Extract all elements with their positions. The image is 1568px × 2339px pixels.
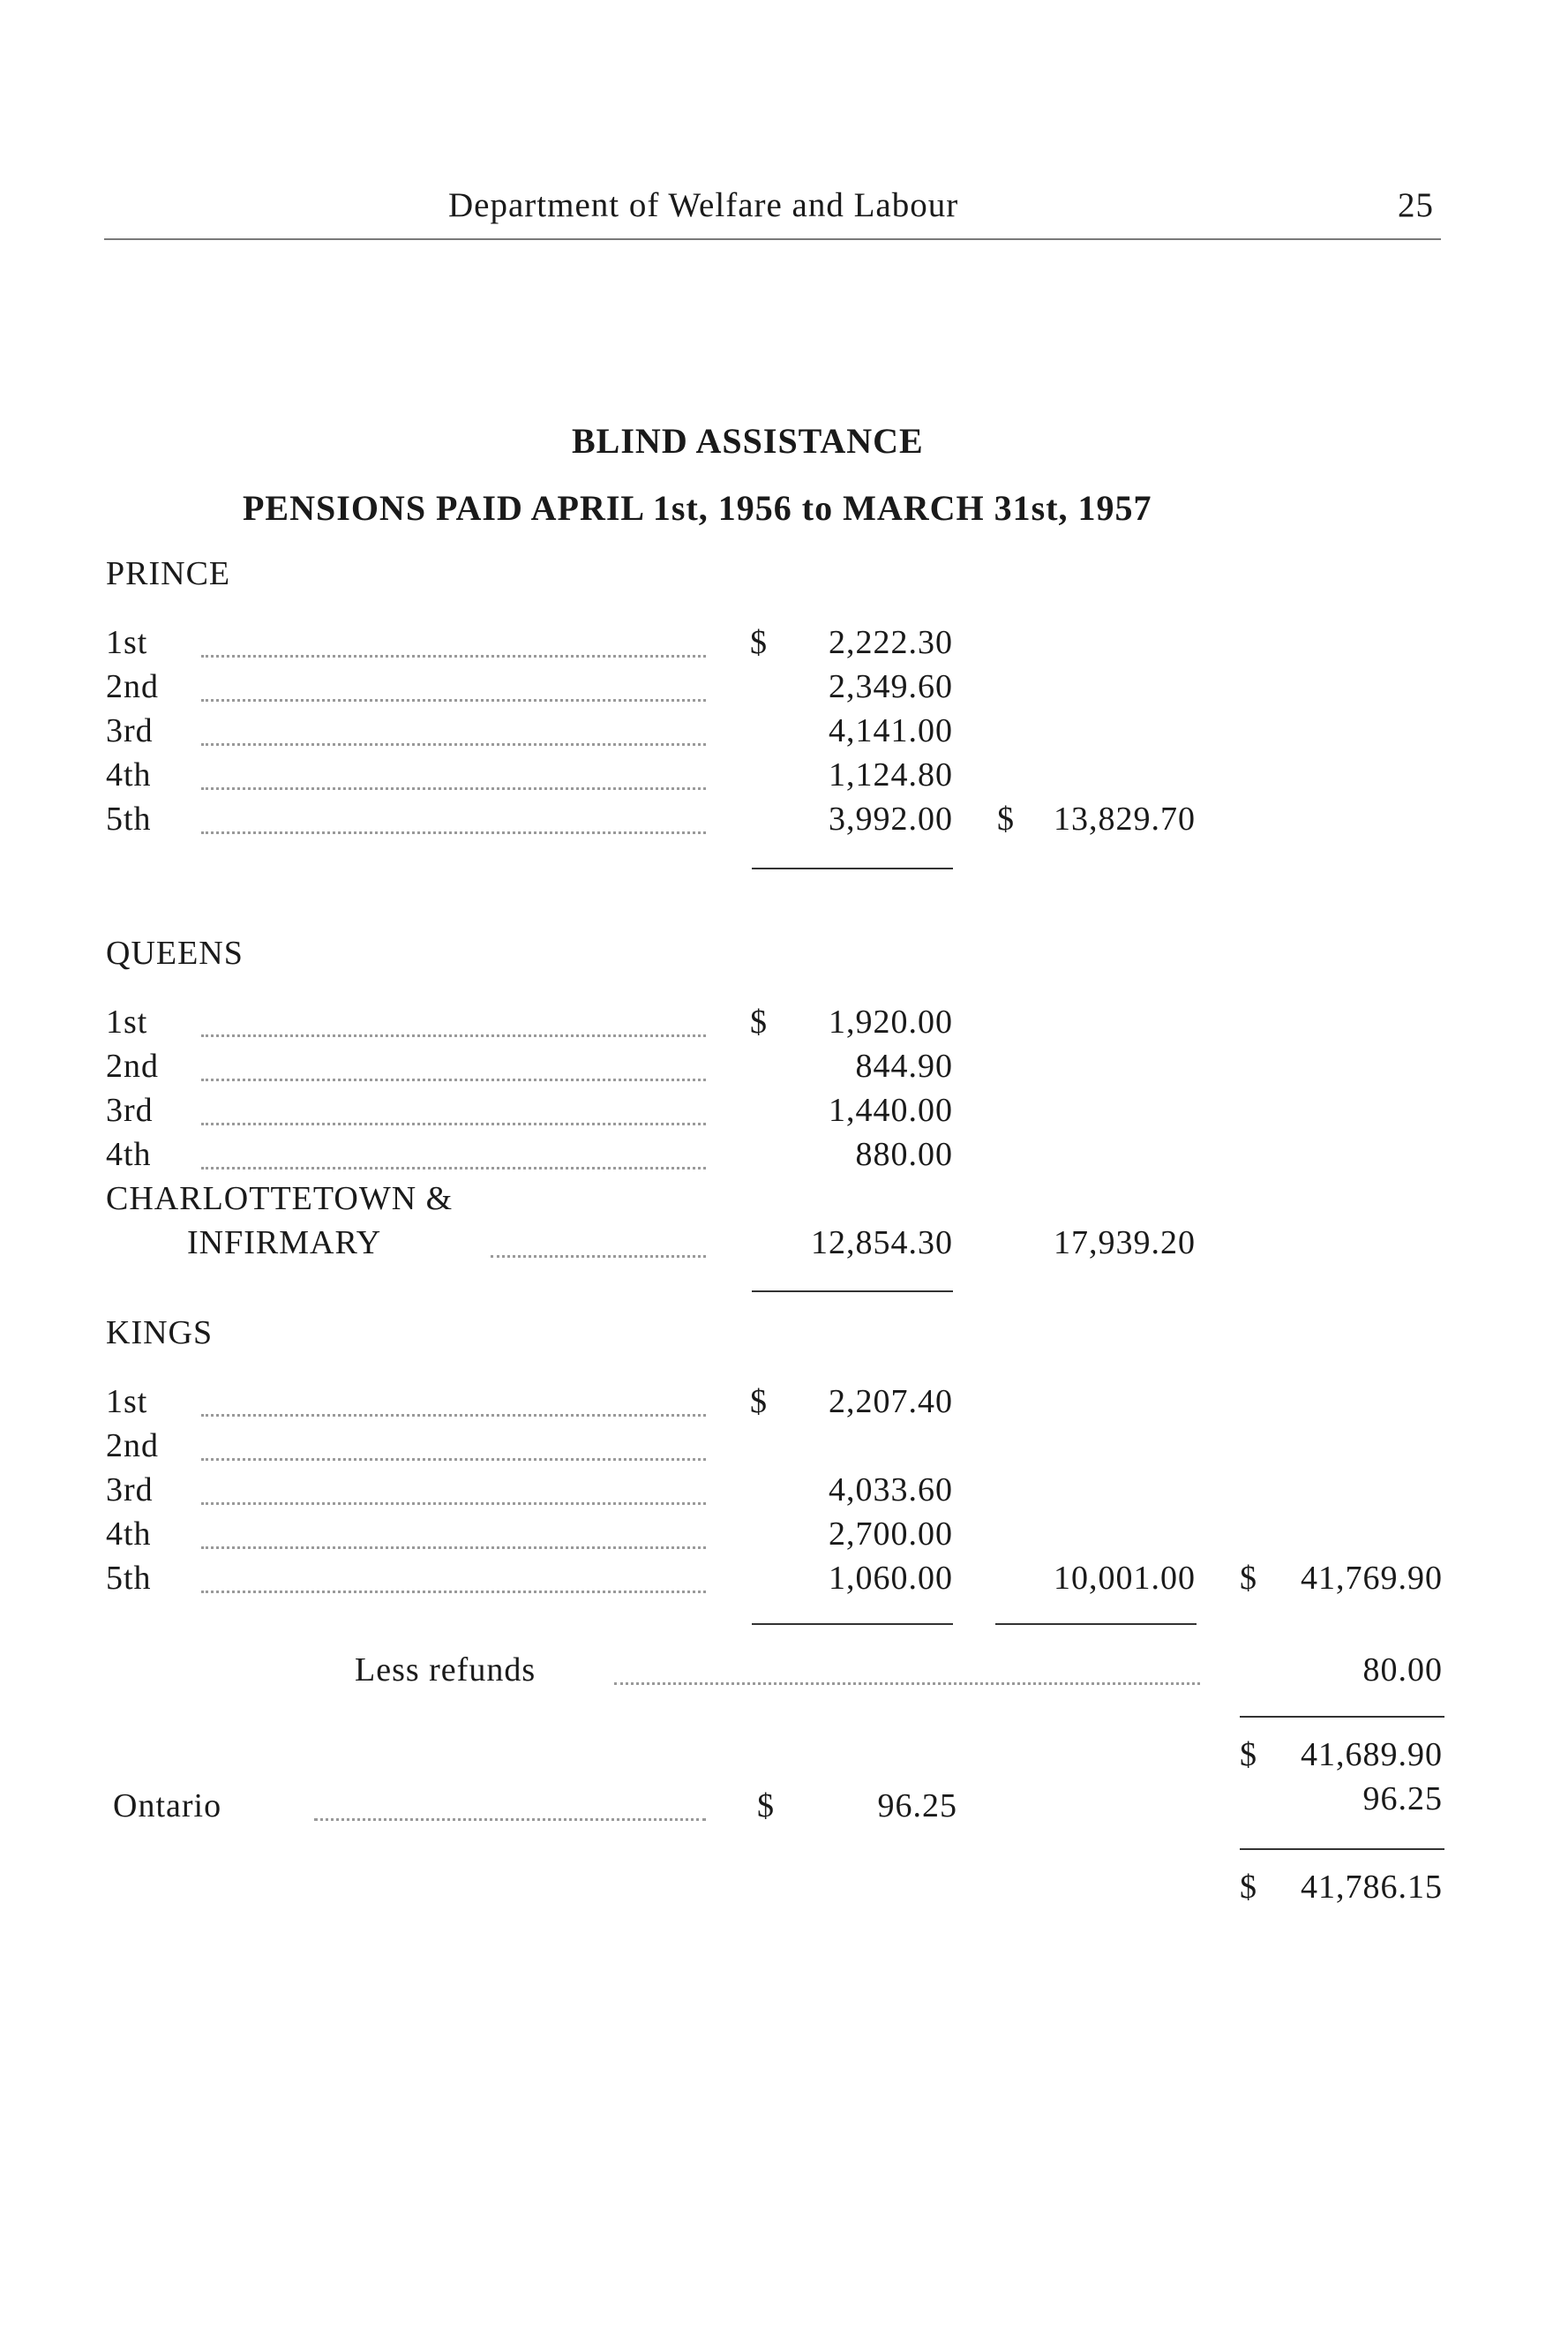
leader-dots: [201, 1414, 706, 1417]
leader-dots: [201, 1034, 706, 1037]
ontario-amount: 96.25: [877, 1787, 957, 1824]
row-amount: 1,060.00: [829, 1560, 953, 1597]
row-label: 2nd: [106, 1048, 159, 1085]
section-heading-kings: KINGS: [106, 1314, 214, 1351]
leader-dots: [201, 743, 706, 746]
subtotal-rule: [752, 1623, 953, 1625]
ontario-label: Ontario: [113, 1787, 222, 1824]
leader-dots: [201, 787, 706, 790]
row-label: 2nd: [106, 668, 159, 705]
leader-dots: [201, 1458, 706, 1461]
leader-dots: [201, 1591, 706, 1593]
page-number: 25: [1398, 186, 1434, 224]
leader-dots: [314, 1818, 706, 1821]
row-label: 1st: [106, 1383, 148, 1420]
refunds-label: Less refunds: [355, 1651, 536, 1688]
currency-symbol: $: [1240, 1736, 1257, 1773]
leader-dots: [491, 1255, 706, 1258]
row-amount: 4,033.60: [829, 1471, 953, 1508]
special-row-label-cont: INFIRMARY: [187, 1224, 382, 1261]
leader-dots: [614, 1682, 1200, 1685]
row-amount: 880.00: [855, 1136, 953, 1173]
leader-dots: [201, 1546, 706, 1549]
subtotal-rule: [995, 1623, 1197, 1625]
currency-symbol: $: [750, 1004, 767, 1041]
currency-symbol: $: [750, 624, 767, 661]
row-label: 3rd: [106, 712, 154, 749]
row-label: 4th: [106, 1515, 152, 1553]
currency-symbol: $: [997, 801, 1014, 838]
section-total-kings: 10,001.00: [1054, 1560, 1196, 1597]
row-label: 5th: [106, 1560, 152, 1597]
leader-dots: [201, 1123, 706, 1125]
currency-symbol: $: [1240, 1869, 1257, 1906]
leader-dots: [201, 1502, 706, 1505]
subtotal-rule: [752, 868, 953, 869]
row-label: 3rd: [106, 1092, 154, 1129]
header-rule: [104, 238, 1441, 240]
total-rule: [1240, 1848, 1444, 1850]
row-amount: 2,207.40: [829, 1383, 953, 1420]
row-amount: 4,141.00: [829, 712, 953, 749]
row-amount: 3,992.00: [829, 801, 953, 838]
page-header-title: Department of Welfare and Labour: [448, 186, 959, 224]
leader-dots: [201, 655, 706, 658]
leader-dots: [201, 1079, 706, 1081]
row-label: 4th: [106, 756, 152, 793]
row-amount: 1,440.00: [829, 1092, 953, 1129]
section-heading-queens: QUEENS: [106, 935, 244, 972]
grand-total: 41,769.90: [1301, 1560, 1443, 1597]
currency-symbol: $: [1240, 1560, 1257, 1597]
row-label: 2nd: [106, 1427, 159, 1464]
section-total-queens: 17,939.20: [1054, 1224, 1196, 1261]
row-amount: 1,920.00: [829, 1004, 953, 1041]
leader-dots: [201, 1167, 706, 1170]
row-label: 1st: [106, 624, 148, 661]
row-label: 1st: [106, 1004, 148, 1041]
row-amount: 2,222.30: [829, 624, 953, 661]
row-amount: 12,854.30: [811, 1224, 953, 1261]
main-title: BLIND ASSISTANCE: [572, 421, 924, 461]
leader-dots: [201, 699, 706, 702]
total-rule: [1240, 1716, 1444, 1718]
row-amount: 2,349.60: [829, 668, 953, 705]
sub-title: PENSIONS PAID APRIL 1st, 1956 to MARCH 31st, 1957: [243, 488, 1152, 528]
refunds-amount: 80.00: [1362, 1651, 1443, 1688]
section-heading-prince: PRINCE: [106, 555, 231, 592]
final-total: 41,786.15: [1301, 1869, 1443, 1906]
currency-symbol: $: [757, 1787, 774, 1824]
net-total: 41,689.90: [1301, 1736, 1443, 1773]
row-label: 5th: [106, 801, 152, 838]
row-amount: 1,124.80: [829, 756, 953, 793]
special-row-label: CHARLOTTETOWN &: [106, 1180, 454, 1217]
currency-symbol: $: [750, 1383, 767, 1420]
row-amount: 2,700.00: [829, 1515, 953, 1553]
subtotal-rule: [752, 1290, 953, 1292]
row-label: 3rd: [106, 1471, 154, 1508]
row-amount: 844.90: [855, 1048, 953, 1085]
section-total-prince: 13,829.70: [1054, 801, 1196, 838]
leader-dots: [201, 831, 706, 834]
row-label: 4th: [106, 1136, 152, 1173]
ontario-carried-amount: 96.25: [1362, 1780, 1443, 1817]
